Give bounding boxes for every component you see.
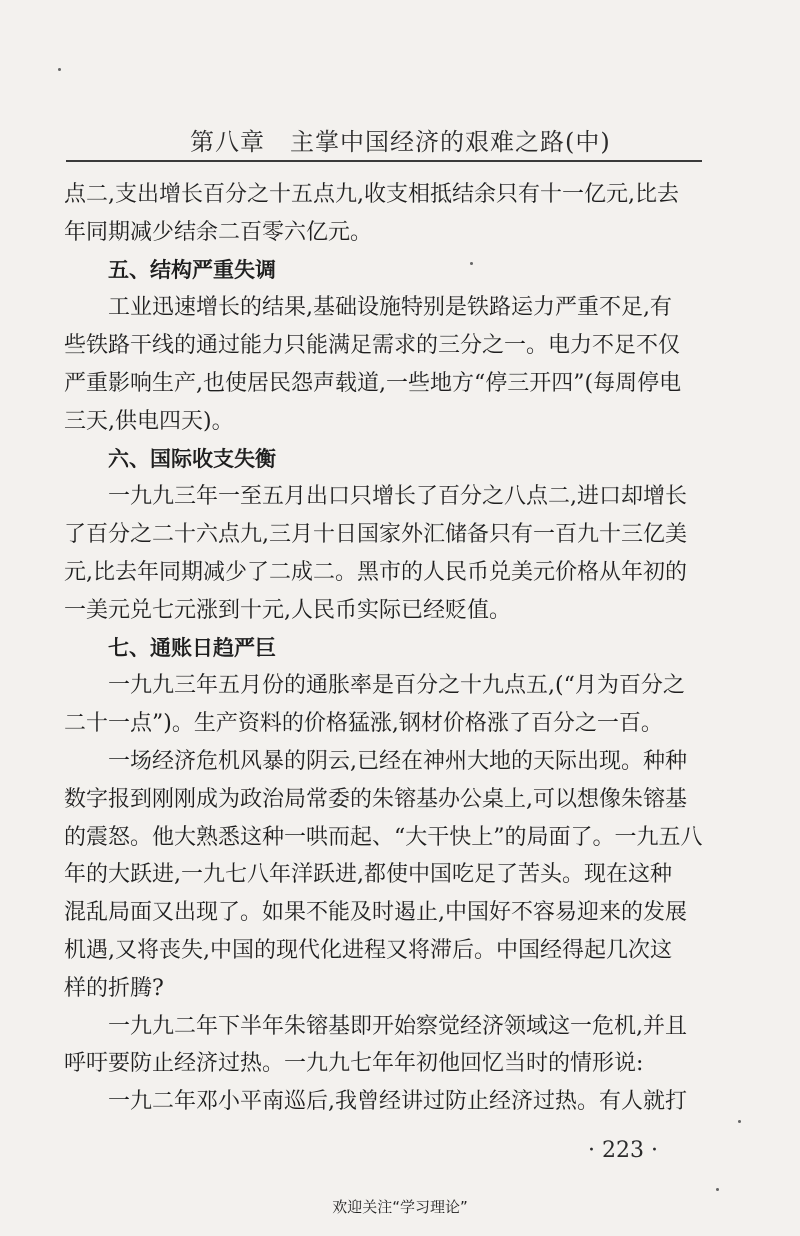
body-text [64,176,708,1121]
header-rule [66,160,702,162]
text-line: 严重影响生产,也使居民怨声载道,一些地方“停三开四”(每周停电 [64,370,682,396]
text-line: 二十一点”)。生产资料的价格猛涨,钢材价格涨了百分之一百。 [64,711,663,737]
text-line: 点二,支出增长百分之十五点九,收支相抵结余只有十一亿元,比去 [64,182,679,207]
text-line: 的震怒。他大熟悉这种一哄而起、“大干快上”的局面了。一九五八 [64,824,703,850]
text-line: 一场经济危机风暴的阴云,已经在神州大地的天际出现。种种 [108,748,687,774]
text-line: 混乱局面又出现了。如果不能及时遏止,中国好不容易迎来的发展 [64,900,687,926]
text-line: 年同期减少结余二百零六亿元。 [64,219,373,245]
text-line: 机遇,又将丧失,中国的现代化进程又将滞后。中国经得起几次这 [64,937,672,963]
text-line: 数字报到刚刚成为政治局常委的朱镕基办公桌上,可以想像朱镕基 [64,786,687,812]
text-line: 年的大跃进,一九七八年洋跃进,都使中国吃足了苦头。现在这种 [64,862,672,888]
text-line: 三天,供电四天)。 [64,408,234,434]
text-line: 些铁路干线的通过能力只能满足需求的三分之一。电力不足不仅 [64,333,681,359]
section-heading: 六、国际收支失衡 [108,446,276,471]
text-line: 样的折腾? [64,975,164,1001]
section-heading: 五、结构严重失调 [108,257,276,282]
scan-speck [738,1120,741,1123]
text-line: 了百分之二十六点九,三月十日国家外汇储备只有一百九十三亿美 [64,522,687,548]
text-line: 一九二年邓小平南巡后,我曾经讲过防止经济过热。有人就打 [108,1089,687,1115]
text-line: 一九九三年五月份的通胀率是百分之十九点五,(“月为百分之 [108,673,685,699]
scan-speck [58,68,61,71]
section-heading: 七、通账日趋严巨 [108,635,276,660]
scan-speck [716,1188,719,1191]
text-line: 一九九三年一至五月出口只增长了百分之八点二,进口却增长 [108,484,687,510]
page-number: · 223 · [588,1138,658,1163]
footer-note: 欢迎关注“学习理论” [332,1198,468,1216]
chapter-header: 第八章 主掌中国经济的艰难之路(中) [190,128,611,156]
text-line: 呼吁要防止经济过热。一九九七年年初他回忆当时的情形说: [64,1051,644,1077]
text-line: 工业迅速增长的结果,基础设施特别是铁路运力严重不足,有 [108,295,672,321]
text-line: 一九九二年下半年朱镕基即开始察觉经济领域这一危机,并且 [108,1013,687,1039]
scan-speck [470,262,473,265]
text-line: 一美元兑七元涨到十元,人民币实际已经贬值。 [64,597,511,623]
text-line: 元,比去年同期减少了二成二。黑市的人民币兑美元价格从年初的 [64,559,687,585]
